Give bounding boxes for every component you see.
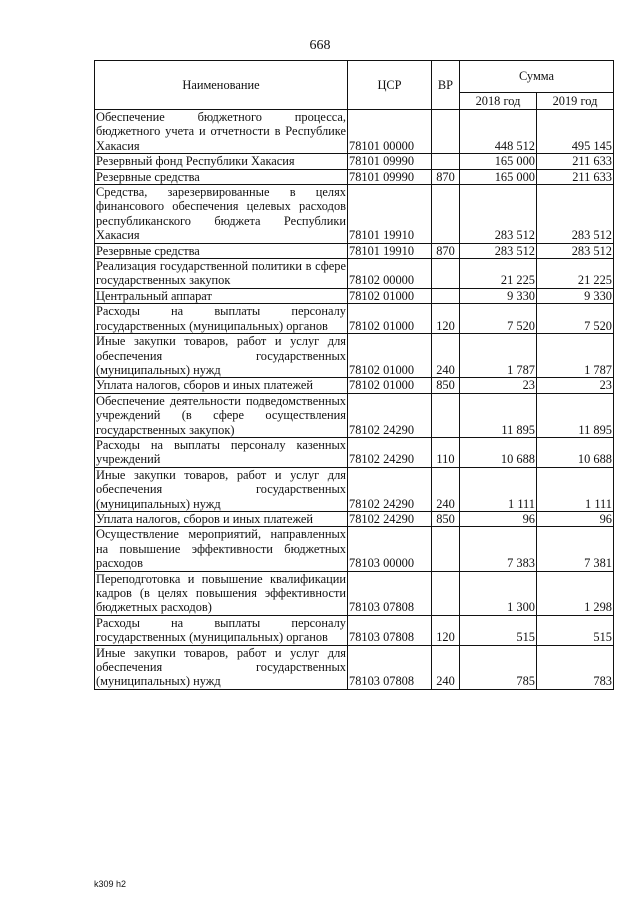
row-vr-cell: 850 (432, 378, 460, 393)
table-row (95, 110, 614, 154)
column-header-sum: Сумма (460, 61, 614, 93)
table-row (95, 527, 614, 571)
row-name-cell: Переподготовка и повышение квалификации кадров (в целях повышения эффективности бюджетных расходов) (96, 571, 346, 615)
table-row (95, 334, 614, 378)
row-name-cell: Резервные средства (95, 169, 348, 184)
row-vr-cell (432, 393, 460, 437)
row-csr-cell: 78103 07808 (348, 571, 432, 615)
row-vr-cell (432, 527, 460, 571)
row-csr-cell: 78101 19910 (348, 243, 432, 258)
row-name-cell: Расходы на выплаты персоналу государственных (муниципальных) органов (96, 615, 346, 645)
row-vr-cell (432, 288, 460, 303)
row-2019-cell: 783 (537, 645, 614, 689)
row-2019-cell: 1 298 (537, 571, 614, 615)
row-name-cell: Обеспечение бюджетного процесса, бюджетного учета и отчетности в Республике Хакасия (96, 110, 346, 153)
row-2018-cell: 96 (460, 511, 537, 526)
row-name-cell: Средства, зарезервированные в целях финансового обеспечения целевых расходов республиканского бюджета Республики Хакасия (96, 185, 346, 243)
column-header-year-2019: 2019 год (537, 93, 614, 110)
row-2018-cell: 165 000 (460, 154, 537, 169)
column-header-year-2018: 2018 год (460, 93, 537, 110)
row-2019-cell: 1 111 (537, 467, 614, 511)
row-vr-cell: 240 (432, 645, 460, 689)
row-name-cell: Иные закупки товаров, работ и услуг для обеспечения государственных (муниципальных) нужд (96, 645, 346, 689)
row-csr-cell: 78101 19910 (348, 185, 432, 244)
row-2019-cell: 495 145 (537, 110, 614, 154)
row-2019-cell: 23 (537, 378, 614, 393)
row-name-cell: Обеспечение деятельности подведомственных учреждений (в сфере осуществления государственных закупок) (96, 393, 346, 437)
row-2018-cell: 283 512 (460, 185, 537, 244)
column-header-name: Наименование (95, 61, 348, 110)
row-2018-cell: 7 520 (460, 304, 537, 334)
row-2019-cell: 96 (537, 511, 614, 526)
row-csr-cell: 78102 00000 (348, 259, 432, 289)
row-vr-cell (432, 154, 460, 169)
row-csr-cell: 78103 07808 (348, 645, 432, 689)
row-2018-cell: 10 688 (460, 437, 537, 467)
footer-code: k309 h2 (94, 879, 127, 889)
row-vr-cell: 120 (432, 615, 460, 645)
table-row (95, 571, 614, 615)
row-name-cell: Осуществление мероприятий, направленных на повышение эффективности бюджетных расходов (96, 527, 346, 571)
row-vr-cell (432, 259, 460, 289)
row-vr-cell (432, 571, 460, 615)
row-csr-cell: 78101 00000 (348, 110, 432, 154)
table-row (95, 511, 614, 526)
row-csr-cell: 78102 01000 (348, 304, 432, 334)
table-row (95, 393, 614, 437)
row-vr-cell (432, 185, 460, 244)
row-name-cell: Расходы на выплаты персоналу государственных (муниципальных) органов (96, 304, 346, 333)
row-name-cell: Уплата налогов, сборов и иных платежей (95, 378, 348, 393)
row-2019-cell: 7 520 (537, 304, 614, 334)
table-row (95, 185, 614, 244)
row-name-cell: Иные закупки товаров, работ и услуг для обеспечения государственных (муниципальных) нужд (96, 467, 346, 511)
row-csr-cell: 78102 01000 (348, 288, 432, 303)
row-csr-cell: 78102 24290 (348, 393, 432, 437)
row-2018-cell: 785 (460, 645, 537, 689)
row-2018-cell: 1 300 (460, 571, 537, 615)
table-row (95, 378, 614, 393)
row-name-cell: Центральный аппарат (95, 288, 348, 303)
row-vr-cell (432, 110, 460, 154)
row-2019-cell: 515 (537, 615, 614, 645)
row-name-cell: Резервный фонд Республики Хакасия (95, 154, 348, 169)
row-2019-cell: 9 330 (537, 288, 614, 303)
row-2019-cell: 21 225 (537, 259, 614, 289)
table-row (95, 243, 614, 258)
row-2019-cell: 10 688 (537, 437, 614, 467)
budget-table (94, 60, 614, 690)
row-name-cell: Расходы на выплаты персоналу казенных учреждений (96, 437, 346, 467)
row-2019-cell: 211 633 (537, 154, 614, 169)
row-vr-cell: 110 (432, 437, 460, 467)
row-2018-cell: 9 330 (460, 288, 537, 303)
row-2019-cell: 283 512 (537, 243, 614, 258)
table-row (95, 645, 614, 689)
row-2019-cell: 283 512 (537, 185, 614, 244)
row-2018-cell: 165 000 (460, 169, 537, 184)
row-2018-cell: 23 (460, 378, 537, 393)
row-csr-cell: 78102 24290 (348, 511, 432, 526)
table-body (95, 110, 614, 690)
table-row (95, 154, 614, 169)
table-row (95, 615, 614, 645)
row-2018-cell: 1 111 (460, 467, 537, 511)
row-vr-cell: 240 (432, 334, 460, 378)
row-2018-cell: 11 895 (460, 393, 537, 437)
row-vr-cell: 850 (432, 511, 460, 526)
row-csr-cell: 78102 24290 (348, 467, 432, 511)
column-header-csr: ЦСР (348, 61, 432, 110)
row-2018-cell: 448 512 (460, 110, 537, 154)
row-name-cell: Уплата налогов, сборов и иных платежей (95, 511, 348, 526)
row-2018-cell: 515 (460, 615, 537, 645)
row-name-cell: Иные закупки товаров, работ и услуг для обеспечения государственных (муниципальных) нужд (96, 334, 346, 377)
row-csr-cell: 78101 09990 (348, 154, 432, 169)
row-csr-cell: 78102 01000 (348, 334, 432, 378)
row-vr-cell: 870 (432, 243, 460, 258)
row-2018-cell: 7 383 (460, 527, 537, 571)
table-row (95, 259, 614, 289)
row-vr-cell: 120 (432, 304, 460, 334)
row-2019-cell: 11 895 (537, 393, 614, 437)
row-2018-cell: 283 512 (460, 243, 537, 258)
table-row (95, 437, 614, 467)
row-2019-cell: 7 381 (537, 527, 614, 571)
row-csr-cell: 78102 01000 (348, 378, 432, 393)
row-csr-cell: 78102 24290 (348, 437, 432, 467)
row-vr-cell: 870 (432, 169, 460, 184)
row-csr-cell: 78103 00000 (348, 527, 432, 571)
table-row (95, 304, 614, 334)
row-vr-cell: 240 (432, 467, 460, 511)
table-row (95, 467, 614, 511)
table-row (95, 169, 614, 184)
row-csr-cell: 78101 09990 (348, 169, 432, 184)
column-header-vr: ВР (432, 61, 460, 110)
row-name-cell: Резервные средства (95, 243, 348, 258)
row-name-cell: Реализация государственной политики в сфере государственных закупок (96, 259, 346, 288)
row-csr-cell: 78103 07808 (348, 615, 432, 645)
page-number: 668 (309, 38, 331, 53)
row-2018-cell: 1 787 (460, 334, 537, 378)
row-2019-cell: 211 633 (537, 169, 614, 184)
table-row (95, 288, 614, 303)
row-2018-cell: 21 225 (460, 259, 537, 289)
row-2019-cell: 1 787 (537, 334, 614, 378)
